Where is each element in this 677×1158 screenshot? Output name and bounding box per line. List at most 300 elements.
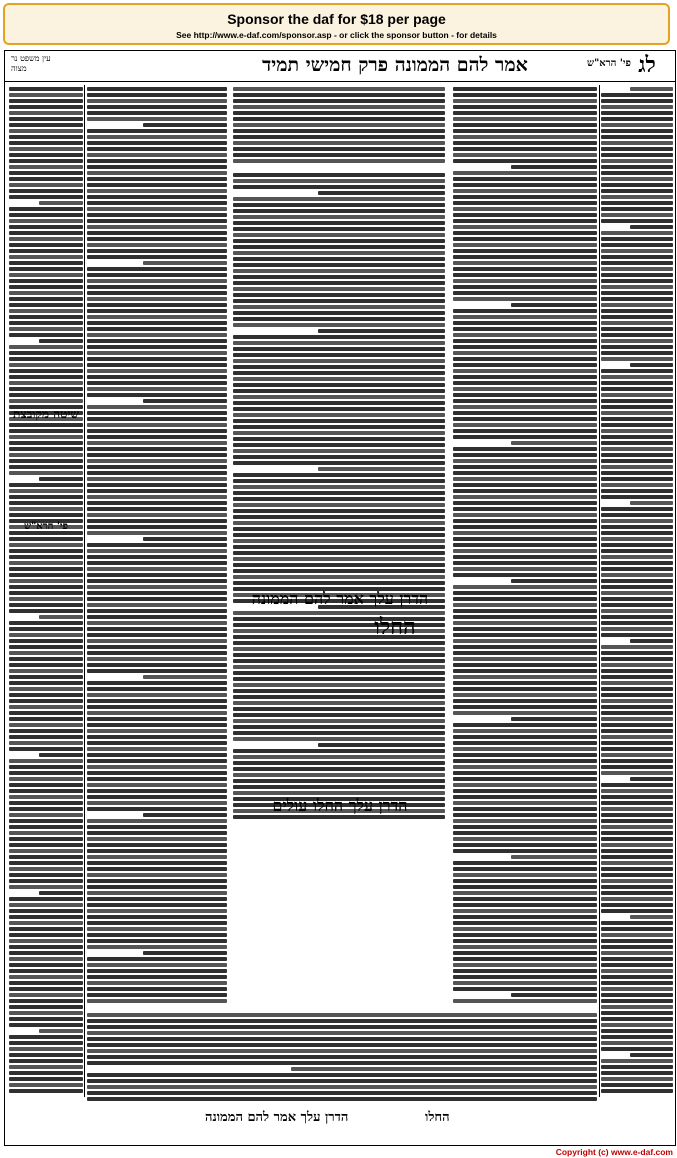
text-line <box>601 771 673 775</box>
text-line <box>601 849 673 853</box>
text-line <box>9 777 83 781</box>
text-line <box>87 993 227 997</box>
text-line <box>233 365 445 369</box>
text-line <box>453 711 597 715</box>
text-line <box>233 197 445 201</box>
text-line <box>87 519 227 523</box>
bottom-commentary-band <box>87 1011 597 1103</box>
hadran-heading-2: הדרן עלך החלו עולים <box>272 796 408 815</box>
text-line <box>601 741 673 745</box>
text-line <box>87 1013 597 1017</box>
text-line <box>318 191 445 195</box>
text-line <box>601 1011 673 1015</box>
text-line <box>601 423 673 427</box>
text-line <box>87 117 227 121</box>
text-line <box>87 1061 597 1065</box>
text-line <box>9 603 83 607</box>
text-line <box>9 1071 83 1075</box>
text-line <box>601 1005 673 1009</box>
text-line <box>601 177 673 181</box>
text-line <box>453 639 597 643</box>
text-line <box>9 87 83 91</box>
text-line <box>9 771 83 775</box>
text-line <box>453 405 597 409</box>
text-line <box>233 203 445 207</box>
text-line <box>9 429 83 433</box>
text-line <box>233 123 445 127</box>
text-line <box>9 819 83 823</box>
text-line <box>9 537 83 541</box>
bottom-hadran: הדרן עלך אמר להם הממונה <box>205 1110 349 1125</box>
text-line <box>9 483 83 487</box>
text-line <box>453 663 597 667</box>
text-line <box>9 363 83 367</box>
text-line <box>87 999 227 1003</box>
text-line <box>87 243 227 247</box>
text-line <box>453 309 597 313</box>
text-line <box>87 549 227 553</box>
text-line <box>601 1065 673 1069</box>
text-line <box>601 795 673 799</box>
text-line <box>601 513 673 517</box>
text-line <box>87 957 227 961</box>
text-line <box>9 153 83 157</box>
text-line <box>601 105 673 109</box>
text-line <box>87 393 227 397</box>
text-line <box>233 725 445 729</box>
text-line <box>87 429 227 433</box>
text-line <box>87 327 227 331</box>
text-line <box>453 831 597 835</box>
text-line <box>601 651 673 655</box>
text-line <box>9 1005 83 1009</box>
text-line <box>9 177 83 181</box>
main-text-column <box>233 171 445 821</box>
text-line <box>601 1047 673 1051</box>
text-line <box>9 897 83 901</box>
text-line <box>453 843 597 847</box>
text-line <box>87 345 227 349</box>
text-line <box>453 411 597 415</box>
main-text <box>233 173 445 819</box>
text-line <box>601 117 673 121</box>
text-line <box>9 123 83 127</box>
text-line <box>601 1017 673 1021</box>
text-line <box>233 105 445 109</box>
text-line <box>453 627 597 631</box>
commentary-text <box>601 87 673 1093</box>
text-line <box>453 189 597 193</box>
text-line <box>9 207 83 211</box>
text-line <box>87 111 227 115</box>
text-line <box>9 1077 83 1081</box>
text-line <box>233 419 445 423</box>
copyright-footer[interactable]: Copyright (c) www.e-daf.com <box>555 1147 673 1157</box>
header-divider <box>5 81 675 82</box>
text-line <box>601 435 673 439</box>
text-line <box>9 333 83 337</box>
text-line <box>453 549 597 553</box>
text-line <box>601 267 673 271</box>
text-line <box>601 99 673 103</box>
text-line <box>9 1041 83 1045</box>
text-line <box>453 141 597 145</box>
text-line <box>453 585 597 589</box>
text-line <box>143 123 227 127</box>
text-line <box>601 309 673 313</box>
text-line <box>601 1023 673 1027</box>
text-line <box>453 759 597 763</box>
text-line <box>453 171 597 175</box>
text-line <box>87 381 227 385</box>
text-line <box>87 963 227 967</box>
page-title: אמר להם הממונה פרק חמישי תמיד <box>262 54 528 76</box>
text-line <box>453 453 597 457</box>
sponsor-title[interactable]: Sponsor the daf for $18 per page <box>227 11 446 27</box>
text-line <box>630 777 673 781</box>
text-line <box>601 831 673 835</box>
text-line <box>453 825 597 829</box>
text-line <box>87 801 227 805</box>
text-line <box>453 177 597 181</box>
text-line <box>9 717 83 721</box>
text-line <box>601 705 673 709</box>
text-line <box>9 705 83 709</box>
text-line <box>9 345 83 349</box>
text-line <box>233 473 445 477</box>
text-line <box>9 513 83 517</box>
text-line <box>453 891 597 895</box>
text-line <box>453 699 597 703</box>
text-line <box>9 117 83 121</box>
text-line <box>453 345 597 349</box>
text-line <box>87 543 227 547</box>
text-line <box>453 987 597 991</box>
text-line <box>453 939 597 943</box>
text-line <box>9 237 83 241</box>
text-line <box>601 147 673 151</box>
text-line <box>233 749 445 753</box>
text-line <box>601 783 673 787</box>
text-line <box>453 795 597 799</box>
text-line <box>233 323 445 327</box>
text-line <box>601 603 673 607</box>
text-line <box>9 195 83 199</box>
text-line <box>87 639 227 643</box>
rosh-commentary-column <box>601 85 673 1097</box>
text-line <box>453 183 597 187</box>
rosh-side-heading: פי' הרא"ש <box>24 521 68 532</box>
text-line <box>87 705 227 709</box>
text-line <box>233 413 445 417</box>
text-line <box>87 153 227 157</box>
text-line <box>453 813 597 817</box>
text-line <box>601 993 673 997</box>
text-line <box>601 633 673 637</box>
text-line <box>9 351 83 355</box>
text-line <box>601 747 673 751</box>
text-line <box>453 369 597 373</box>
text-line <box>9 801 83 805</box>
text-line <box>453 723 597 727</box>
text-line <box>87 795 227 799</box>
text-line <box>453 753 597 757</box>
text-line <box>9 267 83 271</box>
text-line <box>9 1089 83 1093</box>
text-line <box>233 129 445 133</box>
text-line <box>9 843 83 847</box>
text-line <box>453 885 597 889</box>
text-line <box>87 711 227 715</box>
text-line <box>511 855 597 859</box>
text-line <box>233 233 445 237</box>
text-line <box>453 675 597 679</box>
text-line <box>87 465 227 469</box>
text-line <box>9 93 83 97</box>
text-line <box>453 615 597 619</box>
text-line <box>9 1023 83 1027</box>
text-line <box>9 837 83 841</box>
text-line <box>87 1097 597 1101</box>
text-line <box>453 837 597 841</box>
text-line <box>601 399 673 403</box>
text-line <box>601 843 673 847</box>
text-line <box>453 657 597 661</box>
text-line <box>87 255 227 259</box>
text-line <box>87 1049 597 1053</box>
text-line <box>601 447 673 451</box>
text-line <box>453 507 597 511</box>
text-line <box>233 147 445 151</box>
text-line <box>601 879 673 883</box>
text-line <box>601 921 673 925</box>
text-line <box>318 329 445 333</box>
column-divider <box>599 85 600 1097</box>
text-line <box>453 801 597 805</box>
text-line <box>601 519 673 523</box>
text-line <box>601 933 673 937</box>
text-line <box>453 375 597 379</box>
bottom-hachil: החלו <box>425 1110 450 1125</box>
text-line <box>39 339 83 343</box>
text-line <box>601 945 673 949</box>
text-line <box>233 773 445 777</box>
text-line <box>453 159 597 163</box>
text-line <box>233 263 445 267</box>
text-line <box>9 825 83 829</box>
text-line <box>9 585 83 589</box>
text-line <box>453 771 597 775</box>
text-line <box>453 381 597 385</box>
text-line <box>9 765 83 769</box>
text-line <box>453 201 597 205</box>
text-line <box>233 485 445 489</box>
text-line <box>601 357 673 361</box>
text-line <box>601 561 673 565</box>
text-line <box>453 321 597 325</box>
text-line <box>601 555 673 559</box>
text-line <box>601 507 673 511</box>
text-line <box>601 495 673 499</box>
text-line <box>9 735 83 739</box>
text-line <box>233 383 445 387</box>
text-line <box>87 879 227 883</box>
text-line <box>318 467 445 471</box>
text-line <box>233 545 445 549</box>
text-line <box>601 351 673 355</box>
text-line <box>87 633 227 637</box>
text-line <box>233 335 445 339</box>
text-line <box>601 681 673 685</box>
text-line <box>601 1077 673 1081</box>
text-line <box>233 731 445 735</box>
text-line <box>453 879 597 883</box>
text-line <box>9 885 83 889</box>
text-line <box>233 443 445 447</box>
text-line <box>87 387 227 391</box>
text-line <box>233 179 445 183</box>
text-line <box>87 615 227 619</box>
text-line <box>9 309 83 313</box>
text-line <box>233 135 445 139</box>
text-line <box>87 831 227 835</box>
text-line <box>87 555 227 559</box>
text-line <box>233 227 445 231</box>
text-line <box>453 903 597 907</box>
text-line <box>453 963 597 967</box>
text-line <box>601 861 673 865</box>
text-line <box>233 539 445 543</box>
text-line <box>601 825 673 829</box>
text-line <box>9 447 83 451</box>
text-line <box>87 741 227 745</box>
text-line <box>630 363 673 367</box>
text-line <box>87 1025 597 1029</box>
text-line <box>453 327 597 331</box>
text-line <box>233 287 445 291</box>
text-line <box>87 267 227 271</box>
text-line <box>9 327 83 331</box>
text-line <box>453 969 597 973</box>
text-line <box>233 503 445 507</box>
text-line <box>233 389 445 393</box>
text-line <box>601 969 673 973</box>
text-line <box>453 279 597 283</box>
text-line <box>601 873 673 877</box>
text-line <box>453 741 597 745</box>
text-line <box>453 849 597 853</box>
hadran-heading: הדרן עלך אמר להם הממונה <box>251 589 429 608</box>
text-line <box>453 981 597 985</box>
text-line <box>601 609 673 613</box>
text-line <box>87 969 227 973</box>
text-line <box>233 557 445 561</box>
text-line <box>453 957 597 961</box>
text-line <box>87 105 227 109</box>
text-line <box>233 221 445 225</box>
text-line <box>87 717 227 721</box>
text-line <box>233 311 445 315</box>
text-line <box>233 791 445 795</box>
text-line <box>601 291 673 295</box>
text-line <box>601 885 673 889</box>
text-line <box>9 873 83 877</box>
hachil-heading: החלו <box>374 614 416 640</box>
text-line <box>87 351 227 355</box>
text-line <box>601 459 673 463</box>
text-line <box>453 399 597 403</box>
text-line <box>453 333 597 337</box>
text-line <box>453 513 597 517</box>
text-line <box>233 491 445 495</box>
text-line <box>601 579 673 583</box>
text-line <box>9 381 83 385</box>
text-line <box>87 459 227 463</box>
text-line <box>601 195 673 199</box>
text-line <box>453 777 597 781</box>
text-line <box>87 1073 597 1077</box>
text-line <box>9 249 83 253</box>
text-line <box>601 477 673 481</box>
text-line <box>87 897 227 901</box>
text-line <box>233 431 445 435</box>
talmud-page <box>4 50 676 1146</box>
text-line <box>233 269 445 273</box>
text-line <box>601 1035 673 1039</box>
text-line <box>233 683 445 687</box>
page-number: לג <box>638 52 656 78</box>
text-line <box>233 425 445 429</box>
text-line <box>453 735 597 739</box>
text-line <box>233 341 445 345</box>
text-line <box>87 297 227 301</box>
text-line <box>87 171 227 175</box>
text-line <box>453 465 597 469</box>
text-line <box>9 105 83 109</box>
text-line <box>87 1085 597 1089</box>
text-line <box>87 651 227 655</box>
rashi-column <box>453 85 597 1005</box>
text-line <box>453 483 597 487</box>
text-line <box>87 777 227 781</box>
text-line <box>87 603 227 607</box>
text-line <box>9 1017 83 1021</box>
sponsor-banner[interactable] <box>3 3 670 45</box>
text-line <box>87 99 227 103</box>
text-line <box>233 257 445 261</box>
text-line <box>601 909 673 913</box>
text-line <box>453 927 597 931</box>
text-line <box>87 513 227 517</box>
upper-text <box>233 87 445 163</box>
text-line <box>9 315 83 319</box>
text-line <box>601 819 673 823</box>
text-line <box>453 573 597 577</box>
text-line <box>233 707 445 711</box>
text-line <box>233 299 445 303</box>
text-line <box>233 785 445 789</box>
text-line <box>601 213 673 217</box>
text-line <box>9 573 83 577</box>
text-line <box>9 669 83 673</box>
text-line <box>601 483 673 487</box>
text-line <box>87 231 227 235</box>
text-line <box>453 261 597 265</box>
text-line <box>87 489 227 493</box>
text-line <box>601 693 673 697</box>
text-line <box>143 537 227 541</box>
text-line <box>453 249 597 253</box>
